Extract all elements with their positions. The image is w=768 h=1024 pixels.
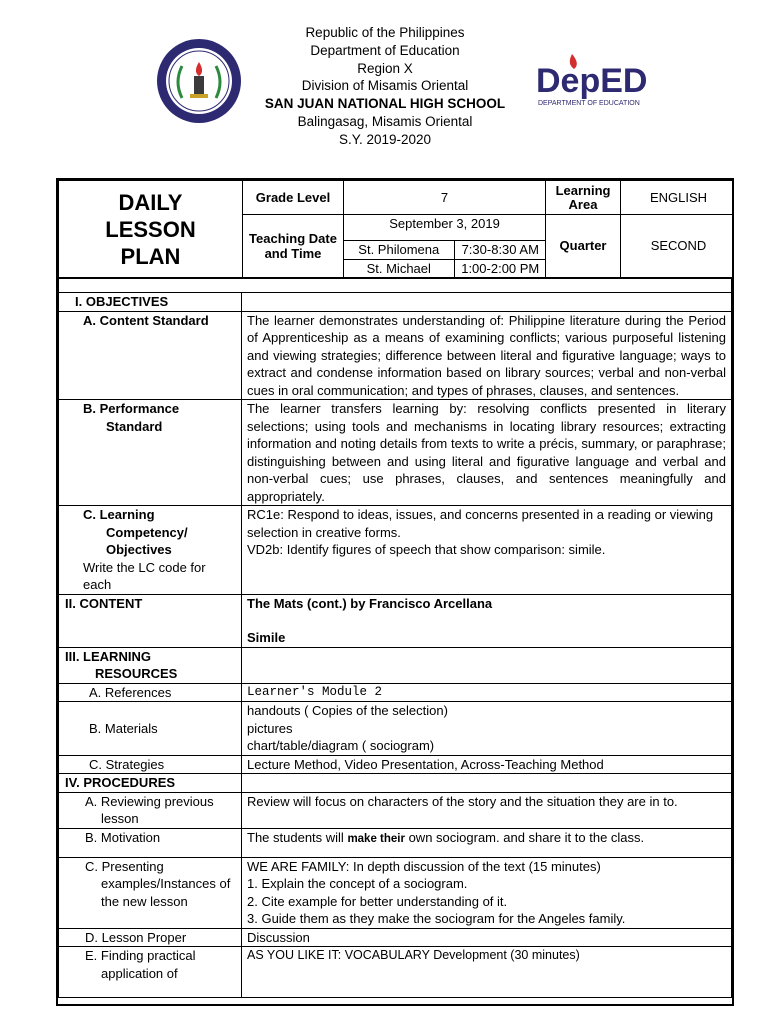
learning-competency-label	[59, 506, 242, 595]
presenting-line: 1. Explain the concept of a sociogram.	[247, 876, 468, 891]
motivation-text: The students will	[247, 829, 348, 845]
header-text	[240, 24, 530, 149]
materials-value	[242, 702, 732, 756]
section-time: 1:00-2:00 PM	[454, 259, 546, 277]
motivation-value	[242, 828, 732, 857]
performance-standard-label	[59, 400, 242, 506]
quarter-value: SECOND	[621, 215, 734, 278]
material-item: chart/table/diagram ( sociogram)	[247, 738, 435, 753]
lesson-info-table	[58, 180, 734, 278]
resources-heading-line: RESOURCES	[95, 666, 178, 681]
header-address: Balingasag, Misamis Oriental	[297, 113, 473, 129]
learning-resources-blank	[242, 647, 732, 683]
material-item: pictures	[247, 720, 293, 736]
procedures-heading: IV. PROCEDURES	[59, 774, 242, 793]
resources-heading-line: III. LEARNING	[65, 648, 151, 664]
header-department: Department of Education	[310, 42, 460, 58]
section-time: 7:30-8:30 AM	[454, 241, 546, 259]
content-text	[242, 594, 732, 647]
competency-label-line: Objectives	[106, 542, 172, 557]
header-country: Republic of the Philippines	[305, 25, 465, 40]
presenting-examples-value	[242, 857, 732, 928]
deped-logo	[536, 52, 656, 112]
content-standard-label: A. Content Standard	[59, 311, 242, 400]
objectives-heading: I. OBJECTIVES	[59, 293, 242, 312]
materials-label: B. Materials	[59, 702, 242, 756]
objectives-heading-blank	[242, 293, 732, 312]
motivation-label: B. Motivation	[59, 828, 242, 857]
competency-rc1e: RC1e: Respond to ideas, issues, and concerns presented in a reading or viewing selection in creative forms.	[247, 507, 714, 540]
material-item: handouts ( Copies of the selection)	[247, 703, 448, 718]
performance-label-line: B. Performance	[83, 401, 180, 416]
strategies-label: C. Strategies	[59, 755, 242, 774]
header-school-name: SAN JUAN NATIONAL HIGH SCHOOL	[264, 96, 506, 112]
presenting-line: 3. Guide them as they make the sociogram for the Angeles family.	[247, 911, 626, 926]
teaching-date-value: September 3, 2019	[344, 215, 546, 241]
spacer-row	[59, 279, 732, 293]
title-line-daily: DAILY	[118, 189, 183, 215]
lesson-proper-label: D. Lesson Proper	[59, 928, 242, 947]
title-line-plan: PLAN	[120, 243, 181, 269]
lc-code-note: Write the LC code for each	[83, 559, 206, 592]
deped-logo-text: DepED	[536, 62, 648, 100]
section-name: St. Philomena	[344, 241, 454, 259]
strategies-value: Lecture Method, Video Presentation, Across-Teaching Method	[242, 755, 732, 774]
section-name: St. Michael	[344, 259, 454, 277]
grade-level-value: 7	[344, 181, 546, 215]
lesson-plan-table-frame	[56, 178, 734, 1006]
procedures-heading-blank	[242, 774, 732, 793]
references-label: A. References	[59, 683, 242, 702]
header-division: Division of Misamis Oriental	[301, 78, 469, 94]
performance-label-line: Standard	[106, 418, 163, 434]
references-value: Learner's Module 2	[242, 683, 732, 702]
content-topic: Simile	[247, 630, 286, 645]
learning-competency-text	[242, 506, 732, 595]
learning-resources-heading	[59, 647, 242, 683]
quarter-label: Quarter	[546, 215, 621, 278]
competency-vd2b: VD2b: Identify figures of speech that show comparison: simile.	[247, 542, 606, 557]
deped-logo-subtext: DEPARTMENT OF EDUCATION	[538, 100, 640, 107]
competency-label-line: Competency/	[106, 524, 188, 540]
practical-application-label: E. Finding practical application of	[59, 947, 242, 998]
learning-area-value: ENGLISH	[621, 181, 734, 215]
performance-standard-text: The learner transfers learning by: resolving conflicts presented in literary selections; using tools and mechanisms in locating library resources; extracting information and noting details from texts to write a précis, summary, or paraphrase; distinguishing between and using literal and figurative language and verbal and non-verbal cues; use phrases, clauses, and sentences meaningfully and appropriately.	[242, 400, 732, 506]
motivation-text-bold: make their	[347, 832, 405, 845]
title-line-lesson: LESSON	[105, 216, 196, 242]
content-title: The Mats (cont.) by Francisco Arcellana	[247, 595, 493, 611]
header-region: Region X	[357, 60, 413, 76]
learning-area-label: Learning Area	[546, 181, 621, 215]
lesson-proper-value: Discussion	[242, 928, 732, 947]
motivation-text: own sociogram. and share it to the class.	[404, 829, 645, 845]
practical-application-value: AS YOU LIKE IT: VOCABULARY Development (30 minutes)	[242, 947, 732, 998]
grade-level-label: Grade Level	[243, 181, 344, 215]
presenting-line: 2. Cite example for better understanding of it.	[247, 893, 508, 909]
section-schedule	[344, 241, 546, 278]
presenting-examples-label: C. Presenting examples/Instances of the new lesson	[59, 857, 242, 928]
document-header	[0, 0, 768, 160]
section-schedule-table	[344, 241, 546, 277]
reviewing-lesson-label: A. Reviewing previous lesson	[59, 792, 242, 828]
competency-label-line: C. Learning	[83, 507, 155, 522]
teaching-date-time-label: Teaching Date and Time	[243, 215, 344, 278]
lesson-body-table	[58, 278, 732, 998]
presenting-line: WE ARE FAMILY: In depth discussion of the text (15 minutes)	[247, 858, 601, 874]
school-seal-logo	[156, 38, 242, 124]
header-school-year: S.Y. 2019-2020	[338, 131, 432, 147]
reviewing-lesson-value: Review will focus on characters of the story and the situation they are in to.	[242, 792, 732, 828]
daily-lesson-plan-title	[59, 181, 243, 278]
content-heading: II. CONTENT	[59, 594, 242, 647]
content-standard-text: The learner demonstrates understanding of: Philippine literature during the Period of Apprenticeship as a means of examining conflicts; various purposeful listening and viewing strategies; difference between literal and figurative language; ways to extract and condense information based on library sources; verbal and non-verbal cues in oral communication; and types of phrases, clauses, and sentences.	[242, 311, 732, 400]
